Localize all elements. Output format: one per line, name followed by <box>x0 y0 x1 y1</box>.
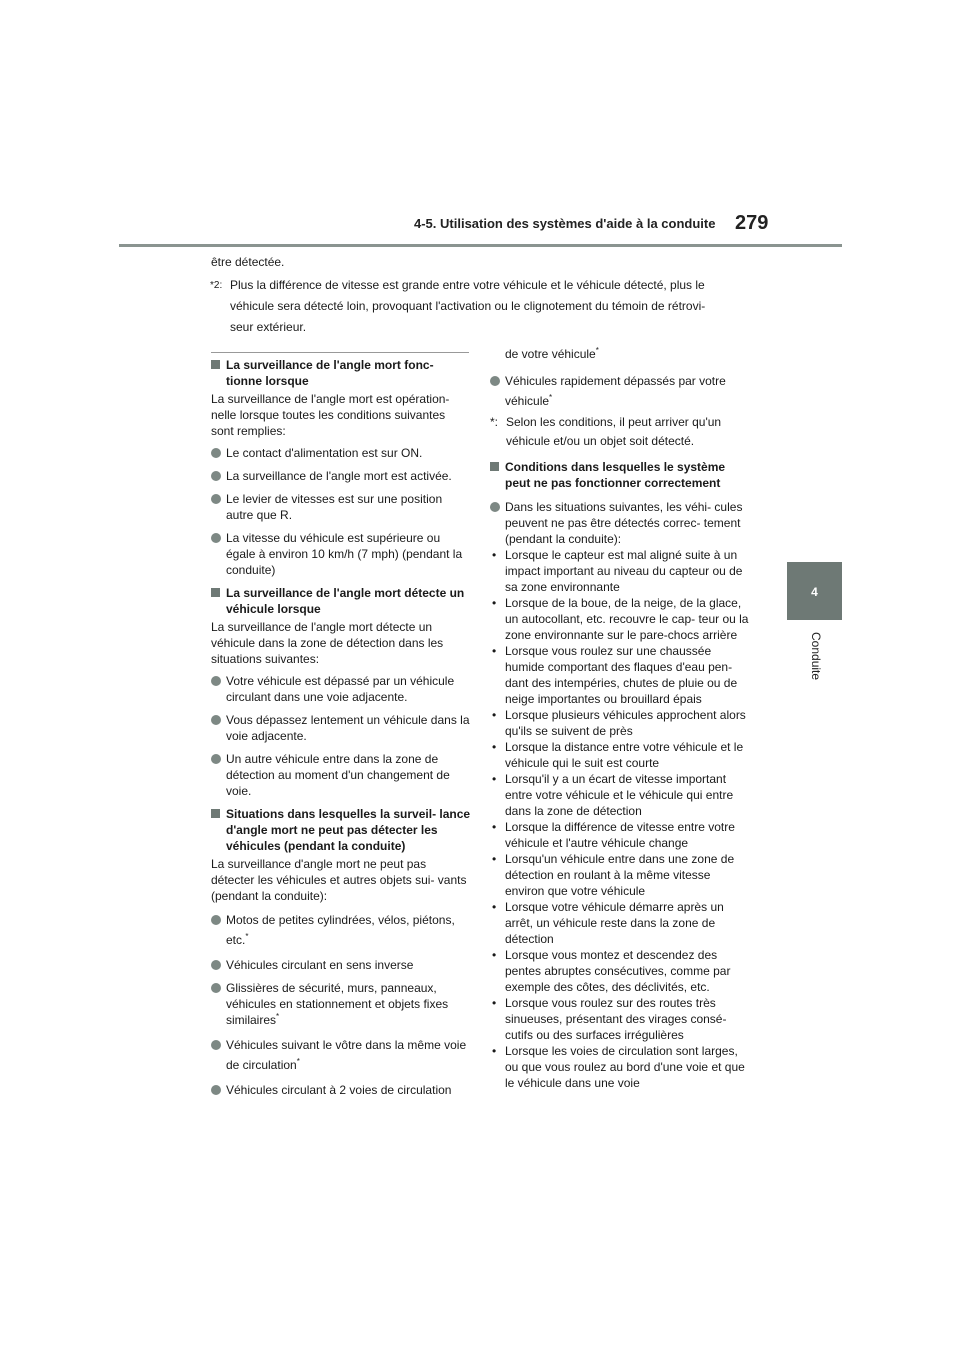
section-heading: Situations dans lesquelles la surveil- lance d'angle mort ne peut pas détecter les véhicules (pendant la conduite) <box>211 806 471 854</box>
bullet-point-icon: • <box>492 644 497 658</box>
sub-item: • Lorsque de la boue, de la neige, de la glace, un autocollant, etc. recouvre le cap- teur ou la zone environnante sur le pare-chocs arrière <box>492 596 749 642</box>
bullet-item: La vitesse du véhicule est supérieure ou égale à environ 10 km/h (7 mph) (pendant la conduite) <box>211 530 471 578</box>
footnote2-marker: *2: <box>210 280 223 291</box>
heading-square-icon <box>211 360 220 369</box>
sub-item: • Lorsque vous roulez sur une chaussée humide comportant des flaques d'eau pen- dant des intempéries, chutes de pluie ou de neige importantes ou brouillard épais <box>492 644 738 706</box>
bullet-point-icon: • <box>492 548 497 562</box>
intro-continuation: être détectée. <box>211 255 285 269</box>
bullet-item: Le levier de vitesses est sur une position autre que R. <box>211 491 471 523</box>
bullet-dot-icon <box>211 1085 221 1095</box>
heading-square-icon <box>490 462 499 471</box>
bullet-dot-icon <box>490 502 500 512</box>
bullet-item: Vous dépassez lentement un véhicule dans la voie adjacente. <box>211 712 471 744</box>
bullet-point-icon: • <box>492 900 497 914</box>
bullet-item: Le contact d'alimentation est sur ON. <box>211 445 471 461</box>
bullet-dot-icon <box>211 915 221 925</box>
page-number: 279 <box>735 212 769 234</box>
bullet-point-icon: • <box>492 1044 497 1058</box>
bullet-dot-icon <box>211 471 221 481</box>
asterisk-sup: * <box>549 393 553 402</box>
bullet-item: Véhicules circulant en sens inverse <box>211 957 471 973</box>
bullet-dot-icon <box>211 494 221 504</box>
paragraph: La surveillance de l'angle mort est opération- nelle lorsque toutes les conditions suivantes sont remplies: <box>211 392 450 438</box>
sub-item: • Lorsqu'il y a un écart de vitesse important entre votre véhicule et le véhicule qui entre dans la zone de détection <box>492 772 734 818</box>
bullet-item: La surveillance de l'angle mort est activée. <box>211 468 471 484</box>
asterisk-sup: * <box>245 932 249 941</box>
bullet-point-icon: • <box>492 708 497 722</box>
bullet-item: Véhicules suivant le vôtre dans la même voie de circulation* <box>211 1035 471 1075</box>
bullet-dot-icon <box>211 676 221 686</box>
footnote: *: Selon les conditions, il peut arriver qu'un véhicule et/ou un objet soit détecté. <box>490 415 722 448</box>
bullet-dot-icon <box>211 1040 221 1050</box>
asterisk-sup: * <box>595 346 599 355</box>
bullet-dot-icon <box>211 754 221 764</box>
bullet-dot-icon <box>211 983 221 993</box>
sub-item: • Lorsque le capteur est mal aligné suite à un impact important au niveau du capteur ou de sa zone environnante <box>492 548 743 594</box>
heading-square-icon <box>211 809 220 818</box>
bullet-dot-icon <box>211 960 221 970</box>
bullet-point-icon: • <box>492 740 497 754</box>
right-column <box>490 344 750 1091</box>
asterisk-sup: * <box>276 1012 280 1021</box>
bullet-point-icon: • <box>492 948 497 962</box>
left-column <box>211 352 471 1105</box>
bullet-item: Dans les situations suivantes, les véhi- cules peuvent ne pas être détectés correc- tement (pendant la conduite): <box>490 499 750 547</box>
chapter-label <box>787 632 842 712</box>
sub-item: • Lorsque votre véhicule démarre après un arrêt, un véhicule reste dans la zone de détection <box>492 900 724 946</box>
sub-item: • Lorsque la distance entre votre véhicule et le véhicule qui le suit est courte <box>492 740 744 770</box>
section-heading: Conditions dans lesquelles le système peut ne pas fonctionner correctement <box>490 459 750 491</box>
bullet-point-icon: • <box>492 596 497 610</box>
sub-item: • Lorsque vous montez et descendez des pentes abruptes consécutives, comme par exemple des côtes, des déclivités, etc. <box>492 948 731 994</box>
sub-item: • Lorsqu'un véhicule entre dans une zone de détection en roulant à la même vitesse environ que votre véhicule <box>492 852 735 898</box>
bullet-point-icon: • <box>492 772 497 786</box>
paragraph: La surveillance d'angle mort ne peut pas détecter les véhicules et autres objets sui- vants (pendant la conduite): <box>211 857 467 903</box>
bullet-point-icon: • <box>492 820 497 834</box>
sub-item: • Lorsque plusieurs véhicules approchent alors qu'ils se suivent de près <box>492 708 746 738</box>
bullet-item: Un autre véhicule entre dans la zone de détection au moment d'un changement de voie. <box>211 751 471 799</box>
sub-item: • Lorsque la différence de vitesse entre votre véhicule et l'autre véhicule change <box>492 820 735 850</box>
footnote2-line2: véhicule sera détecté loin, provoquant l'activation ou le clignotement du témoin de rétrovi- <box>230 299 706 313</box>
sub-item: • Lorsque les voies de circulation sont larges, ou que vous roulez au bord d'une voie et que le véhicule dans une voie <box>492 1044 745 1090</box>
bullet-dot-icon <box>211 533 221 543</box>
section-heading: La surveillance de l'angle mort détecte un véhicule lorsque <box>211 585 471 617</box>
bullet-dot-icon <box>211 448 221 458</box>
bullet-dot-icon <box>211 715 221 725</box>
bullet-item: Véhicules rapidement dépassés par votre véhicule* <box>490 371 750 411</box>
chapter-number: 4 <box>811 585 818 599</box>
heading-square-icon <box>211 588 220 597</box>
page-header-title: 4-5. Utilisation des systèmes d'aide à la conduite <box>414 216 716 231</box>
bullet-item: Votre véhicule est dépassé par un véhicule circulant dans une voie adjacente. <box>211 673 471 705</box>
footnote-marker: *: <box>490 415 499 429</box>
bullet-item: Véhicules circulant à 2 voies de circulation <box>211 1082 471 1098</box>
footnote2-line1: Plus la différence de vitesse est grande entre votre véhicule et le véhicule détecté, plus le <box>230 278 705 292</box>
paragraph: La surveillance de l'angle mort détecte un véhicule dans la zone de détection dans les situations suivantes: <box>211 620 444 666</box>
footnote2-line3: seur extérieur. <box>230 320 307 334</box>
asterisk-sup: * <box>296 1057 300 1066</box>
bullet-dot-icon <box>490 376 500 386</box>
chapter-label-text: Conduite <box>808 632 823 681</box>
section-heading: La surveillance de l'angle mort fonc- tionne lorsque <box>211 357 471 389</box>
bullet-item: Motos de petites cylindrées, vélos, piétons, etc.* <box>211 910 471 950</box>
bullet-item: Glissières de sécurité, murs, panneaux, véhicules en stationnement et objets fixes similaires* <box>211 980 471 1028</box>
bullet-continuation: de votre véhicule* <box>505 346 599 361</box>
bullet-point-icon: • <box>492 996 497 1010</box>
bullet-point-icon: • <box>492 852 497 866</box>
header-rule <box>119 244 842 247</box>
section-rule <box>211 352 469 353</box>
sub-item: • Lorsque vous roulez sur des routes très sinueuses, présentant des virages consé- cutifs ou des surfaces irrégulières <box>492 996 727 1042</box>
